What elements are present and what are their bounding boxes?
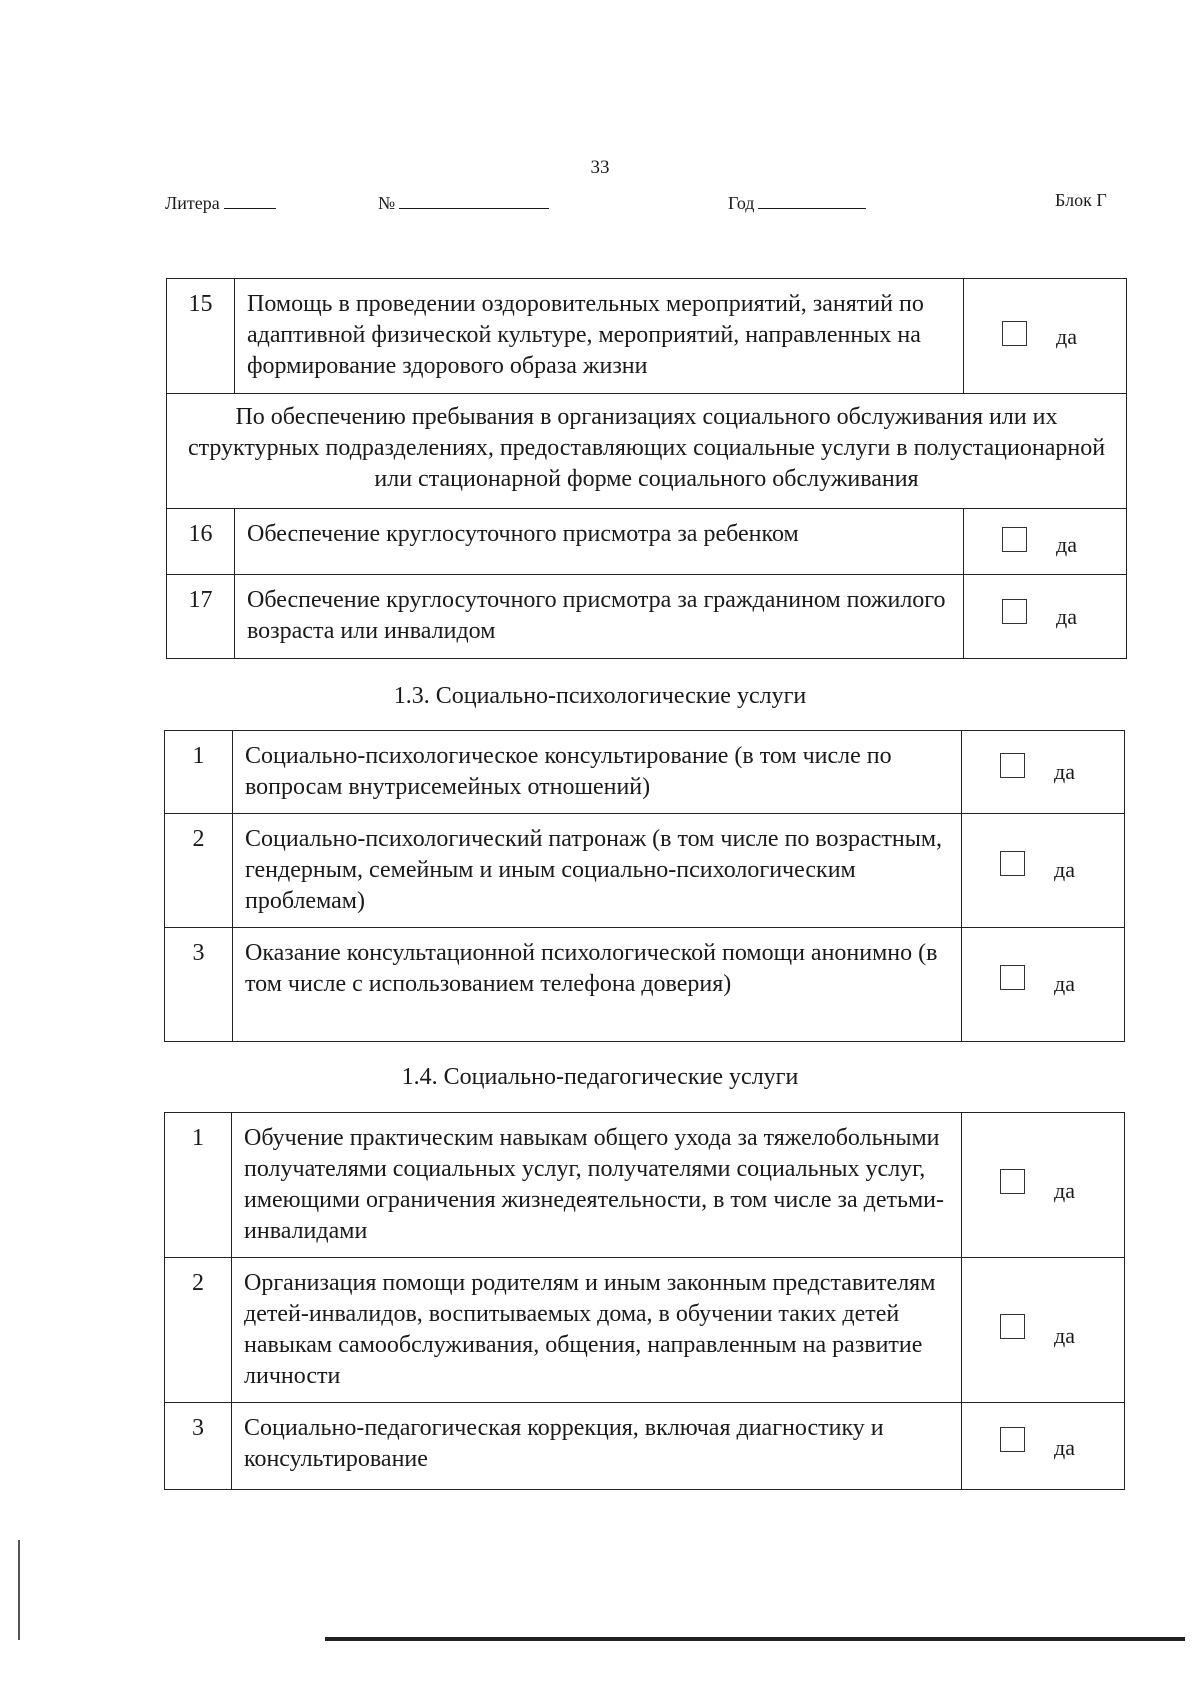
row-text: Социально-психологический патронаж (в том числе по возрастным, гендерным, семейным и иным социально-психологическим проблемам)	[233, 814, 962, 928]
table-row	[167, 279, 1127, 394]
row-number: 1	[165, 731, 233, 814]
answer-cell	[962, 1258, 1125, 1403]
section-title-psychological: 1.3. Социально-психологические услуги	[393, 683, 807, 709]
checkbox[interactable]	[1000, 851, 1025, 876]
answer-cell	[964, 509, 1127, 575]
row-number: 16	[167, 509, 235, 575]
row-number: 3	[165, 1403, 232, 1490]
year-label: Год	[728, 193, 755, 213]
litera-field	[165, 190, 276, 214]
table-row	[165, 814, 1125, 928]
answer-label: да	[1054, 1435, 1075, 1460]
row-number: 15	[167, 279, 235, 394]
row-text: Обучение практическим навыкам общего ухода за тяжелобольными получателями социальных услуг, получателями социальных услуг, имеющими ограничения жизнедеятельности, в том числе за детьми-инвалидами	[232, 1113, 962, 1258]
answer-cell	[962, 1403, 1125, 1490]
checkbox[interactable]	[1000, 753, 1025, 778]
year-field	[728, 190, 866, 214]
answer-cell	[962, 1113, 1125, 1258]
page-number: 33	[590, 157, 610, 178]
row-text: Социально-педагогическая коррекция, включая диагностику и консультирование	[232, 1403, 962, 1490]
table-row	[165, 1258, 1125, 1403]
checkbox[interactable]	[1000, 1427, 1025, 1452]
table-row	[167, 575, 1127, 659]
row-number: 17	[167, 575, 235, 659]
checkbox[interactable]	[1002, 599, 1027, 624]
answer-cell	[962, 814, 1125, 928]
table-row	[165, 731, 1125, 814]
section-heading: По обеспечению пребывания в организациях социального обслуживания или их структурных подразделениях, предоставляющих социальные услуги в полустационарной или стационарной форме социального обслуживания	[167, 394, 1127, 509]
number-field	[378, 190, 549, 214]
answer-label: да	[1054, 1178, 1075, 1203]
litera-blank	[224, 190, 276, 209]
bottom-rule	[325, 1637, 1185, 1641]
checkbox[interactable]	[1002, 321, 1027, 346]
answer-label: да	[1056, 604, 1077, 629]
answer-cell	[962, 731, 1125, 814]
answer-cell	[962, 928, 1125, 1042]
row-number: 2	[165, 1258, 232, 1403]
services-table-continued	[166, 278, 1127, 659]
scan-margin-mark	[18, 1540, 20, 1640]
row-text: Помощь в проведении оздоровительных мероприятий, занятий по адаптивной физической культуре, мероприятий, направленных на формирование здорового образа жизни	[235, 279, 964, 394]
answer-label: да	[1054, 857, 1075, 882]
row-text: Обеспечение круглосуточного присмотра за гражданином пожилого возраста или инвалидом	[235, 575, 964, 659]
checkbox[interactable]	[1000, 965, 1025, 990]
pedagogical-services-table	[164, 1112, 1125, 1490]
row-text: Организация помощи родителям и иным законным представителям детей-инвалидов, воспитываемых дома, в обучении таких детей навыкам самообслуживания, общения, направленным на развитие личности	[232, 1258, 962, 1403]
section-heading-row	[167, 394, 1127, 509]
answer-label: да	[1056, 324, 1077, 349]
checkbox[interactable]	[1002, 527, 1027, 552]
answer-label: да	[1056, 532, 1077, 557]
number-label: №	[378, 193, 396, 213]
table-row	[165, 1403, 1125, 1490]
answer-label: да	[1054, 759, 1075, 784]
row-text: Обеспечение круглосуточного присмотра за ребенком	[235, 509, 964, 575]
row-text: Оказание консультационной психологической помощи анонимно (в том числе с использованием телефона доверия)	[233, 928, 962, 1042]
block-label: Блок Г	[1055, 190, 1107, 210]
section-title-pedagogical: 1.4. Социально-педагогические услуги	[401, 1064, 799, 1090]
checkbox[interactable]	[1000, 1169, 1025, 1194]
answer-cell	[964, 575, 1127, 659]
answer-cell	[964, 279, 1127, 394]
row-number: 1	[165, 1113, 232, 1258]
year-blank	[758, 190, 866, 209]
row-number: 2	[165, 814, 233, 928]
psychological-services-table	[164, 730, 1125, 1042]
table-row	[165, 1113, 1125, 1258]
answer-label: да	[1054, 1323, 1075, 1348]
table-row	[165, 928, 1125, 1042]
row-number: 3	[165, 928, 233, 1042]
answer-label: да	[1054, 971, 1075, 996]
checkbox[interactable]	[1000, 1314, 1025, 1339]
row-text: Социально-психологическое консультирование (в том числе по вопросам внутрисемейных отношений)	[233, 731, 962, 814]
table-row	[167, 509, 1127, 575]
number-blank	[399, 190, 549, 209]
litera-label: Литера	[165, 193, 220, 213]
